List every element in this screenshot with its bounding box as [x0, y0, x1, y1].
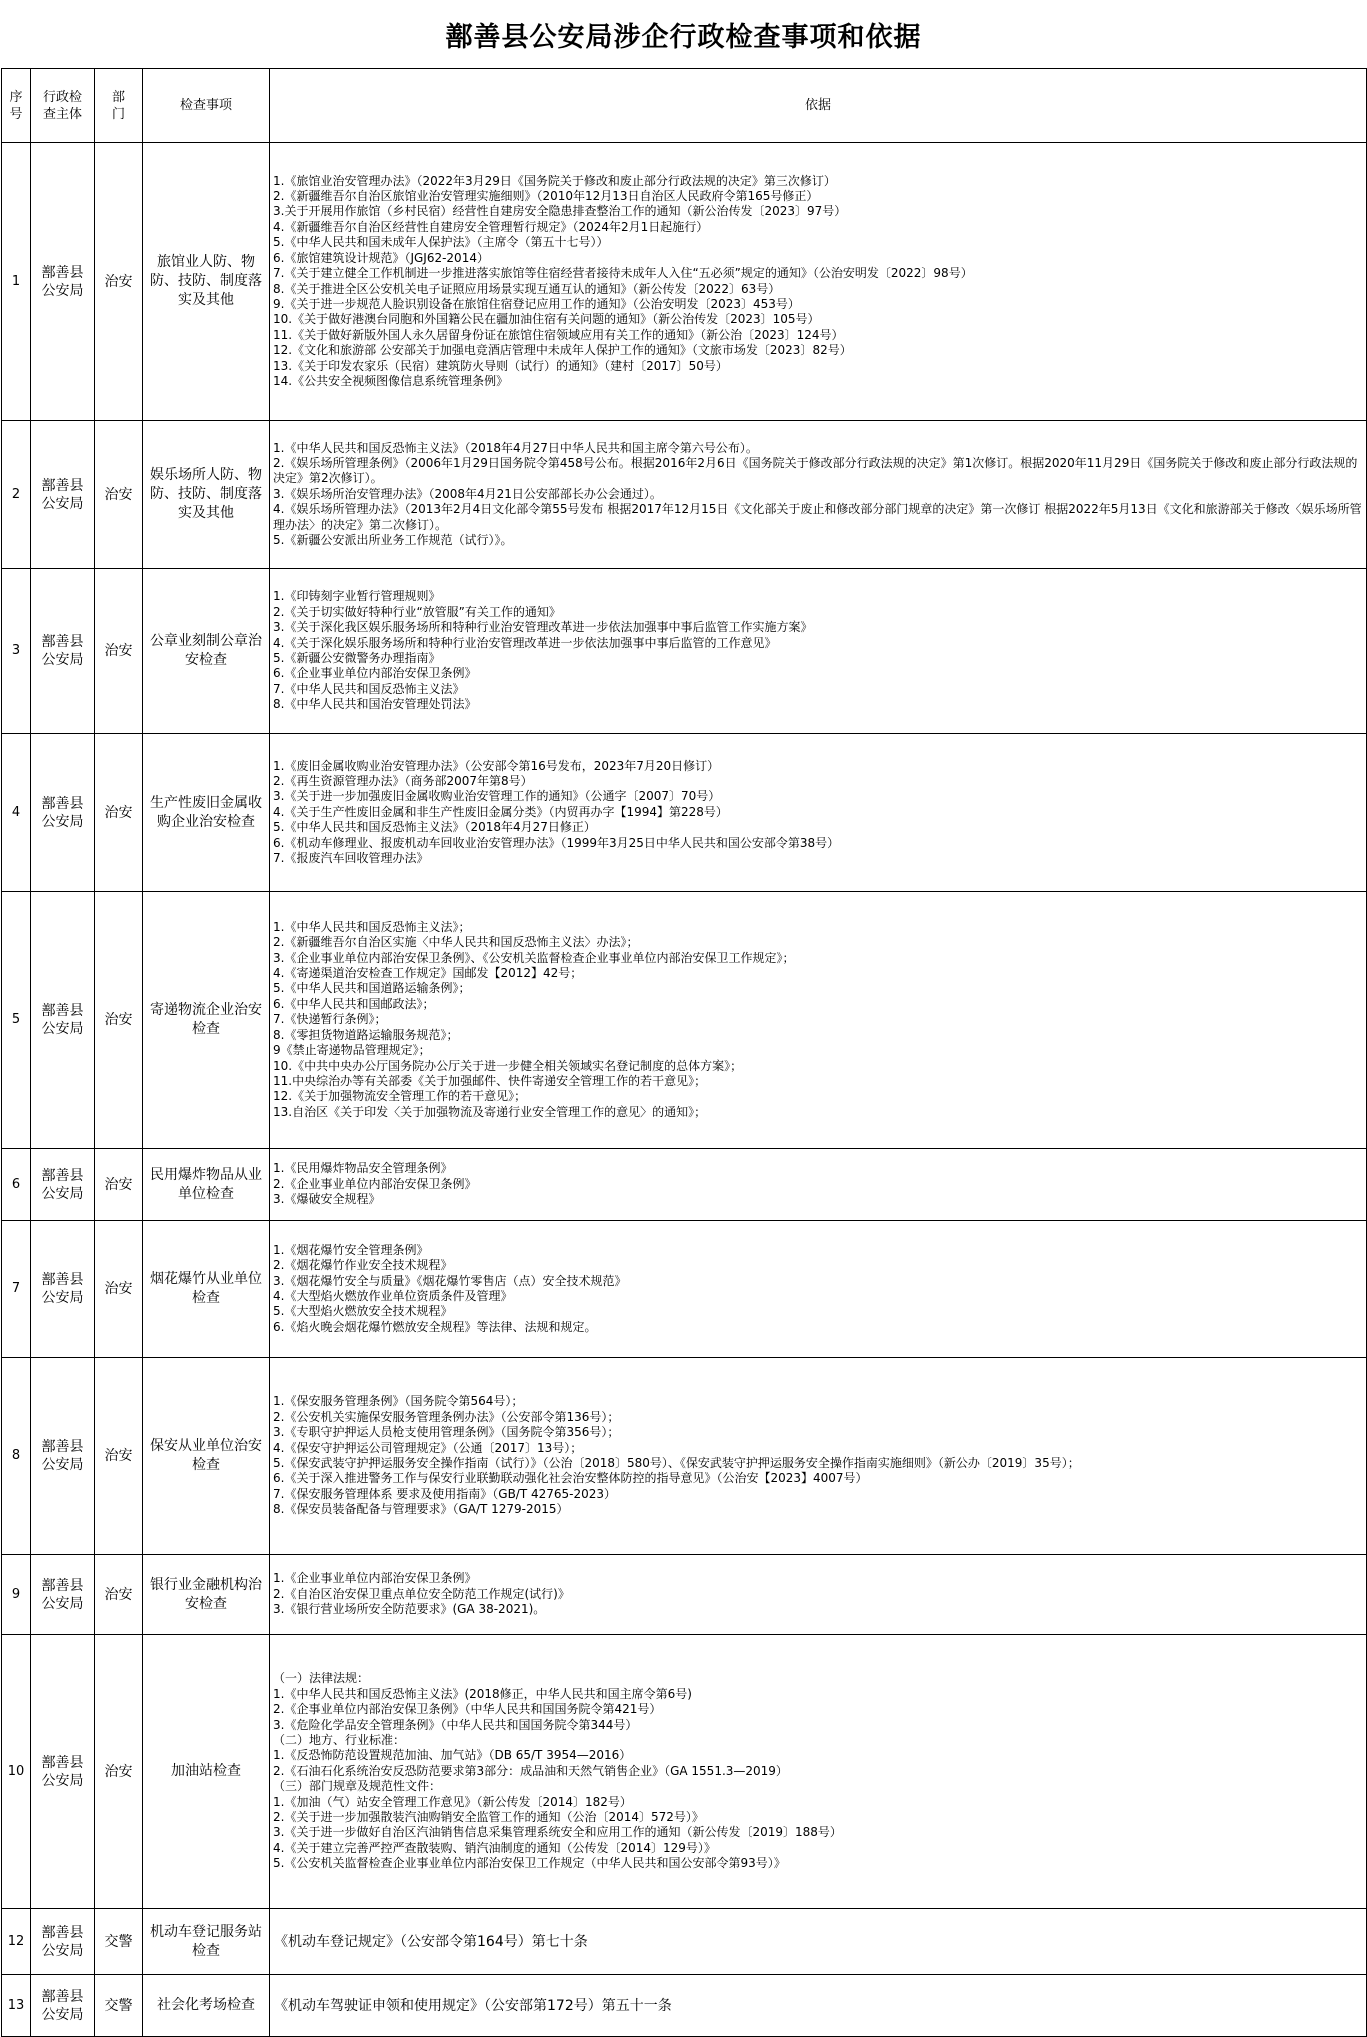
basis-line: 13.自治区《关于印发〈关于加强物流及寄递行业安全管理工作的意见〉的通知》；	[273, 1104, 707, 1119]
inspection-item: 加油站检查	[143, 1635, 270, 1909]
basis-line: （二）地方、行业标准：	[273, 1732, 406, 1747]
basis-line: 2.《新疆维吾尔自治区实施〈中华人民共和国反恐怖主义法〉办法》；	[273, 935, 639, 950]
table-row	[2, 1975, 1367, 2037]
basis-cell	[270, 143, 1367, 421]
basis-line: 7.《关于建立健全工作机制进一步推进落实旅馆等住宿经营者接待未成年人入住“五必须”规定的通知》（公治安明发〔2022〕98号）	[273, 266, 973, 281]
department: 治安	[95, 569, 143, 734]
inspection-item: 银行业金融机构治安检查	[143, 1555, 270, 1635]
department: 治安	[95, 421, 143, 569]
inspection-subject: 鄯善县公安局	[31, 1221, 95, 1358]
basis-line: 6.《机动车修理业、报废机动车回收业治安管理办法》（1999年3月25日中华人民共和国公安部令第38号）	[273, 835, 840, 850]
basis-cell	[270, 569, 1367, 734]
inspection-item: 机动车登记服务站检查	[143, 1909, 270, 1975]
basis-line: 1.《加油（气）站安全管理工作意见》（新公传发〔2014〕182号）	[273, 1794, 632, 1809]
inspection-subject: 鄯善县公安局	[31, 734, 95, 892]
inspection-subject: 鄯善县公安局	[31, 569, 95, 734]
basis-cell	[270, 1358, 1367, 1555]
basis-line: 2.《娱乐场所管理条例》（2006年1月29日国务院令第458号公布。根据2016年2月6日《国务院关于修改部分行政法规的决定》第1次修订。根据2020年11月29日《国务院关于修改和废止部分行政法规的决定》第2次修订）。	[273, 455, 1358, 486]
basis-line: 4.《大型焰火燃放作业单位资质条件及管理》	[273, 1289, 513, 1303]
basis-line: 2.《企业事业单位内部治安保卫条例》	[273, 1176, 477, 1191]
department: 治安	[95, 1358, 143, 1555]
basis-cell	[270, 1975, 1367, 2037]
basis-line: 6.《焰火晚会烟花爆竹燃放安全规程》等法律、法规和规定。	[273, 1319, 597, 1334]
table-row	[2, 1358, 1367, 1555]
row-number: 7	[2, 1221, 31, 1358]
inspection-item: 民用爆炸物品从业单位检查	[143, 1149, 270, 1221]
basis-line: 1.《印铸刻字业暂行管理规则》	[273, 589, 441, 604]
basis-line: 8.《关于推进全区公安机关电子证照应用场景实现互通互认的通知》（新公传发〔2022〕63号）	[273, 281, 781, 296]
basis-line: 1.《反恐怖防范设置规范加油、加气站》（DB 65/T 3954—2016）	[273, 1748, 632, 1763]
basis-line: 6.《中华人民共和国邮政法》；	[273, 996, 435, 1011]
basis-line: 3.《企业事业单位内部治安保卫条例》、《公安机关监督检查企业事业单位内部治安保卫工作规定》；	[273, 950, 795, 965]
basis-cell	[270, 1635, 1367, 1909]
basis-line: 11.中央综治办等有关部委《关于加强邮件、快件寄递安全管理工作的若干意见》；	[273, 1073, 707, 1088]
basis-line: 8.《中华人民共和国治安管理处罚法》	[273, 697, 477, 712]
table-row	[2, 1149, 1367, 1221]
basis-line: 8.《零担货物道路运输服务规范》；	[273, 1027, 459, 1042]
inspection-subject: 鄯善县公安局	[31, 1555, 95, 1635]
basis-line: 1.《中华人民共和国反恐怖主义法》；	[273, 919, 471, 934]
basis-line: 3.《关于进一步加强废旧金属收购业治安管理工作的通知》（公通字〔2007〕70号）	[273, 789, 721, 804]
header-row	[2, 69, 1367, 143]
header-subject: 行政检查主体	[31, 69, 95, 143]
inspection-subject: 鄯善县公安局	[31, 1635, 95, 1909]
inspection-item: 寄递物流企业治安检查	[143, 892, 270, 1149]
basis-line: 2.《石油石化系统治安反恐防范要求第3部分：成品油和天然气销售企业》（GA 1551.3—2019）	[273, 1763, 788, 1778]
basis-line: 5.《大型焰火燃放安全技术规程》	[273, 1304, 453, 1319]
basis-cell	[270, 892, 1367, 1149]
basis-line: 2.《关于切实做好特种行业“放管服”有关工作的通知》	[273, 604, 561, 619]
basis-line: 2.《烟花爆竹作业安全技术规程》	[273, 1258, 453, 1273]
department: 交警	[95, 1909, 143, 1975]
table-row	[2, 569, 1367, 734]
basis-line: 12.《文化和旅游部 公安部关于加强电竞酒店管理中未成年人保护工作的通知》（文旅市场发〔2023〕82号）	[273, 343, 852, 358]
basis-line: 1.《中华人民共和国反恐怖主义法》(2018修正，中华人民共和国主席令第6号)	[273, 1686, 692, 1701]
basis-line: 7.《快递暂行条例》；	[273, 1012, 387, 1027]
row-number: 4	[2, 734, 31, 892]
basis-line: 5.《中华人民共和国道路运输条例》；	[273, 981, 471, 996]
row-number: 13	[2, 1975, 31, 2037]
basis-cell	[270, 734, 1367, 892]
basis-line: 1.《烟花爆竹安全管理条例》	[273, 1242, 429, 1257]
basis-line: 7.《保安服务管理体系 要求及使用指南》（GB/T 42765-2023）	[273, 1486, 617, 1501]
basis-line: 《机动车驾驶证申领和使用规定》（公安部第172号）第五十一条	[274, 1997, 672, 2014]
department: 治安	[95, 1149, 143, 1221]
table-row	[2, 892, 1367, 1149]
header-basis: 依据	[270, 69, 1367, 143]
basis-line: 11.《关于做好新版外国人永久居留身份证在旅馆住宿领域应用有关工作的通知》（新公治〔2023〕124号）	[273, 327, 844, 342]
row-number: 5	[2, 892, 31, 1149]
basis-line: 4.《寄递渠道治安检查工作规定》国邮发【2012】42号；	[273, 966, 583, 981]
basis-line: 4.《保安守护押运公司管理规定》（公通〔2017〕13号）；	[273, 1440, 583, 1455]
basis-line: 9.《关于进一步规范人脸识别设备在旅馆住宿登记应用工作的通知》（公治安明发〔2023〕453号）	[273, 296, 800, 311]
inspection-subject: 鄯善县公安局	[31, 1975, 95, 2037]
department: 治安	[95, 892, 143, 1149]
basis-line: 2.《再生资源管理办法》（商务部2007年第8号）	[273, 773, 533, 788]
basis-line: 12.《关于加强物流安全管理工作的若干意见》；	[273, 1089, 527, 1104]
inspection-table	[1, 68, 1367, 2037]
inspection-item: 生产性废旧金属收购企业治安检查	[143, 734, 270, 892]
basis-line: 2.《自治区治安保卫重点单位安全防范工作规定(试行)》	[273, 1586, 570, 1601]
basis-line: （三）部门规章及规范性文件：	[273, 1779, 442, 1794]
row-number: 1	[2, 143, 31, 421]
inspection-subject: 鄯善县公安局	[31, 1149, 95, 1221]
row-number: 12	[2, 1909, 31, 1975]
basis-line: 4.《关于深化娱乐服务场所和特种行业治安管理改革进一步依法加强事中事后监管的工作意见》	[273, 635, 777, 650]
basis-line: 5.《新疆公安派出所业务工作规范（试行）》。	[273, 533, 513, 548]
header-no: 序号	[2, 69, 31, 143]
row-number: 9	[2, 1555, 31, 1635]
inspection-item: 娱乐场所人防、物防、技防、制度落实及其他	[143, 421, 270, 569]
basis-line: 1.《保安服务管理条例》（国务院令第564号）；	[273, 1394, 524, 1409]
department: 治安	[95, 143, 143, 421]
basis-cell	[270, 1149, 1367, 1221]
basis-line: 2.《新疆维吾尔自治区旅馆业治安管理实施细则》（2010年12月13日自治区人民政府令第165号修正）	[273, 189, 819, 204]
basis-line: 3.《关于进一步做好自治区汽油销售信息采集管理系统安全和应用工作的通知（新公传发〔2019〕188号）	[273, 1825, 842, 1840]
basis-line: 8.《保安员装备配备与管理要求》（GA/T 1279-2015）	[273, 1502, 569, 1517]
inspection-subject: 鄯善县公安局	[31, 143, 95, 421]
inspection-item: 旅馆业人防、物防、技防、制度落实及其他	[143, 143, 270, 421]
row-number: 6	[2, 1149, 31, 1221]
department: 治安	[95, 1555, 143, 1635]
inspection-subject: 鄯善县公安局	[31, 1909, 95, 1975]
basis-line: 5.《中华人民共和国反恐怖主义法》（2018年4月27日修正）	[273, 820, 596, 835]
basis-line: 2.《公安机关实施保安服务管理条例办法》（公安部令第136号）；	[273, 1409, 620, 1424]
basis-line: 5.《保安武装守护押运服务安全操作指南（试行）》（公治〔2018〕580号）、《保安武装守护押运服务安全操作指南实施细则》（新公办〔2019〕35号）；	[273, 1456, 1080, 1470]
basis-line: 14.《公共安全视频图像信息系统管理条例》	[273, 373, 509, 388]
basis-line: 1.《中华人民共和国反恐怖主义法》（2018年4月27日中华人民共和国主席令第六号公布）。	[273, 440, 758, 455]
basis-line: 5.《公安机关监督检查企业事业单位内部治安保卫工作规定（中华人民共和国公安部令第93号）》	[273, 1856, 786, 1871]
department: 治安	[95, 734, 143, 892]
department: 交警	[95, 1975, 143, 2037]
basis-line: 3.《娱乐场所治安管理办法》（2008年4月21日公安部部长办公会通过）。	[273, 486, 662, 501]
basis-line: 10.《中共中央办公厅国务院办公厅关于进一步健全相关领域实名登记制度的总体方案》；	[273, 1058, 743, 1073]
basis-line: 3.《关于深化我区娱乐服务场所和特种行业治安管理改革进一步依法加强事中事后监管工作实施方案》	[273, 620, 813, 635]
table-row	[2, 1909, 1367, 1975]
basis-line: 1.《民用爆炸物品安全管理条例》	[273, 1161, 453, 1176]
basis-line: 3.关于开展用作旅馆（乡村民宿）经营性自建房安全隐患排查整治工作的通知（新公治传发〔2023〕97号）	[273, 204, 847, 219]
basis-line: 2.《关于进一步加强散装汽油购销安全监管工作的通知（公治〔2014〕572号）》	[273, 1810, 704, 1825]
basis-line: 3.《银行营业场所安全防范要求》(GA 38-2021)。	[273, 1602, 546, 1617]
inspection-subject: 鄯善县公安局	[31, 1358, 95, 1555]
basis-cell	[270, 1221, 1367, 1358]
inspection-item: 烟花爆竹从业单位检查	[143, 1221, 270, 1358]
basis-line: 1.《废旧金属收购业治安管理办法》（公安部令第16号发布，2023年7月20日修订）	[273, 758, 720, 773]
inspection-item: 社会化考场检查	[143, 1975, 270, 2037]
basis-cell	[270, 421, 1367, 569]
basis-line: 5.《新疆公安微警务办理指南》	[273, 651, 441, 665]
basis-line: 4.《新疆维吾尔自治区经营性自建房安全管理暂行规定》（2024年2月1日起施行）	[273, 219, 709, 234]
basis-line: 6.《企业事业单位内部治安保卫条例》	[273, 666, 477, 681]
table-row	[2, 734, 1367, 892]
basis-cell	[270, 1555, 1367, 1635]
row-number: 2	[2, 421, 31, 569]
inspection-subject: 鄯善县公安局	[31, 892, 95, 1149]
basis-line: 4.《娱乐场所管理办法》（2013年2月4日文化部令第55号发布 根据2017年12月15日《文化部关于废止和修改部分部门规章的决定》第一次修订 根据2022年5月13日《文化和旅游部关于修改〈娱乐场所管理办法〉的决定》第二次修订）。	[273, 502, 1362, 532]
basis-line: 4.《关于建立完善严控严查散装购、销汽油制度的通知（公传发〔2014〕129号）》	[273, 1840, 716, 1855]
table-row	[2, 1635, 1367, 1909]
table-row	[2, 143, 1367, 421]
basis-cell	[270, 1909, 1367, 1975]
basis-line: 1.《企业事业单位内部治安保卫条例》	[273, 1571, 477, 1586]
basis-line: 2.《企事业单位内部治安保卫条例》（中华人民共和国国务院令第421号）	[273, 1702, 662, 1717]
department: 治安	[95, 1221, 143, 1358]
row-number: 3	[2, 569, 31, 734]
basis-line: 3.《爆破安全规程》	[273, 1192, 381, 1207]
row-number: 10	[2, 1635, 31, 1909]
basis-line: （一）法律法规：	[273, 1671, 370, 1686]
inspection-item: 公章业刻制公章治安检查	[143, 569, 270, 734]
basis-line: 3.《烟花爆竹安全与质量》《烟花爆竹零售店（点）安全技术规范》	[273, 1273, 627, 1288]
basis-line: 6.《关于深入推进警务工作与保安行业联勤联动强化社会治安整体防控的指导意见》（公治安【2023】4007号）	[273, 1471, 868, 1486]
inspection-item: 保安从业单位治安检查	[143, 1358, 270, 1555]
basis-line: 1.《旅馆业治安管理办法》（2022年3月29日《国务院关于修改和废止部分行政法规的决定》第三次修订）	[273, 173, 836, 188]
basis-line: 4.《关于生产性废旧金属和非生产性废旧金属分类》（内贸再办字【1994】第228号）	[273, 804, 728, 819]
basis-line: 3.《危险化学品安全管理条例》（中华人民共和国国务院令第344号）	[273, 1717, 638, 1732]
row-number: 8	[2, 1358, 31, 1555]
basis-line: 5.《中华人民共和国未成年人保护法》（主席令（第五十七号））	[273, 235, 609, 250]
basis-line: 3.《专职守护押运人员枪支使用管理条例》（国务院令第356号）；	[273, 1425, 620, 1440]
table-row	[2, 421, 1367, 569]
basis-line: 10.《关于做好港澳台同胞和外国籍公民在疆加油住宿有关问题的通知》（新公治传发〔2023〕105号）	[273, 312, 820, 327]
header-dept: 部门	[95, 69, 143, 143]
table-row	[2, 1221, 1367, 1358]
basis-line: 9《禁止寄递物品管理规定》；	[273, 1043, 431, 1058]
basis-line: 13.《关于印发农家乐（民宿）建筑防火导则（试行）的通知》（建村〔2017〕50号）	[273, 358, 728, 373]
basis-line: 7.《中华人民共和国反恐怖主义法》	[273, 681, 465, 696]
inspection-subject: 鄯善县公安局	[31, 421, 95, 569]
header-item: 检查事项	[143, 69, 270, 143]
basis-line: 6.《旅馆建筑设计规范》（JGJ62-2014）	[273, 250, 489, 265]
table-row	[2, 1555, 1367, 1635]
basis-line: 《机动车登记规定》（公安部令第164号）第七十条	[274, 1933, 588, 1950]
department: 治安	[95, 1635, 143, 1909]
basis-line: 7.《报废汽车回收管理办法》	[273, 851, 429, 866]
page-title: 鄯善县公安局涉企行政检查事项和依据	[445, 21, 922, 53]
